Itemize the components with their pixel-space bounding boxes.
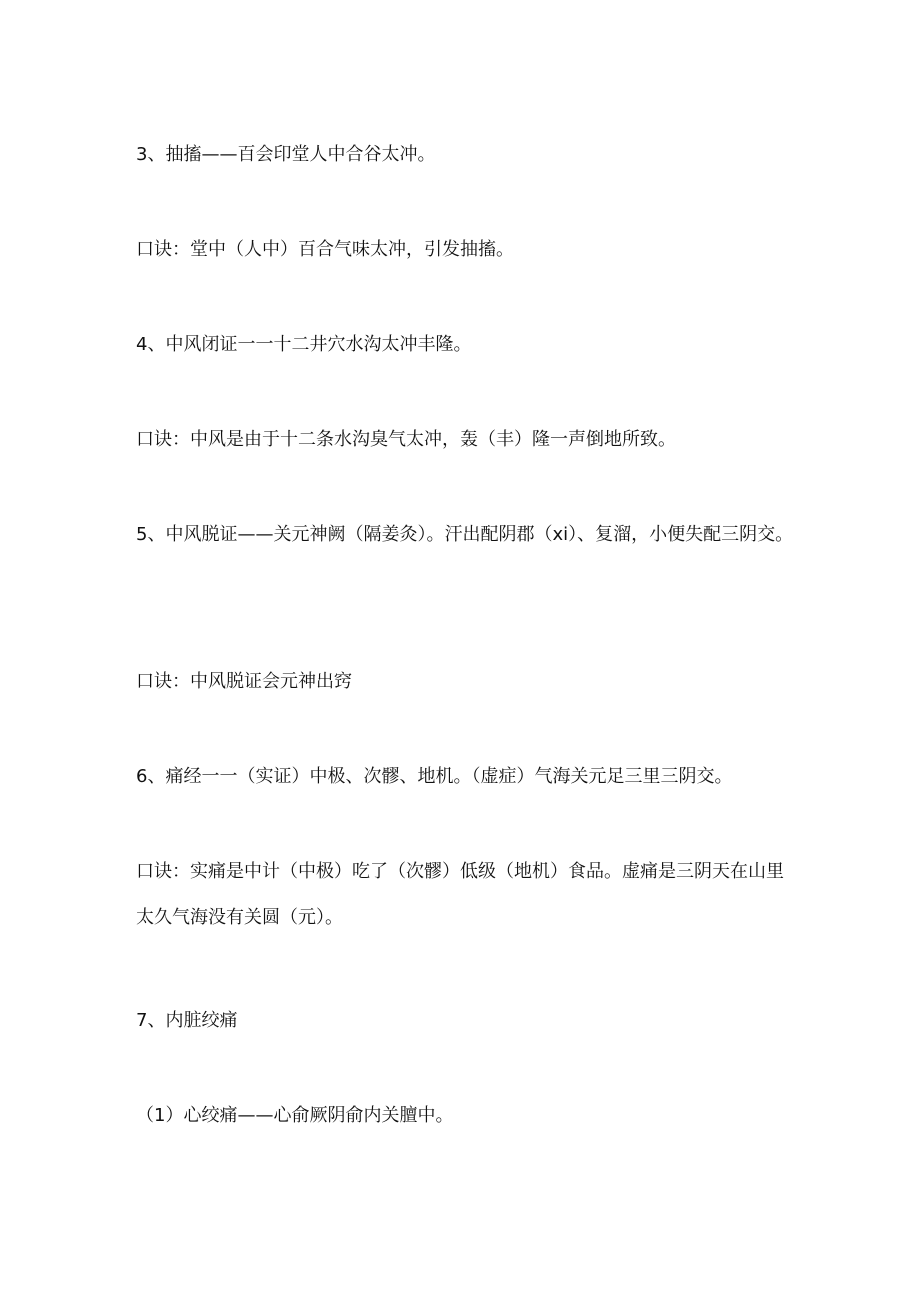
- paragraph-item-5: 5、中风脱证——关元神阙（隔姜灸）。汗出配阴郡（xi）、复溜，小便失配三阴交。: [136, 524, 794, 545]
- paragraph-mnemonic-6: 口诀：实痛是中计（中极）吃了（次髎）低级（地机）食品。虚痛是三阴天在山里太久气海没有关圆（元）。: [136, 861, 784, 928]
- paragraph-item-7-1: （1）心绞痛——心俞厥阴俞内关膻中。: [136, 1105, 454, 1126]
- paragraph-mnemonic-3: 口诀：堂中（人中）百合气味太冲，引发抽搐。: [136, 239, 514, 260]
- paragraph-item-4: 4、中风闭证一一十二井穴水沟太冲丰隆。: [136, 334, 472, 355]
- paragraph-mnemonic-4: 口诀：中风是由于十二条水沟臭气太冲，轰（丰）隆一声倒地所致。: [136, 429, 676, 450]
- paragraph-item-3: 3、抽搐——百会印堂人中合谷太冲。: [136, 144, 436, 165]
- paragraph-mnemonic-5: 口诀：中风脱证会元神出窍: [136, 671, 352, 692]
- paragraph-item-7: 7、内脏绞痛: [136, 1010, 238, 1031]
- paragraph-item-6: 6、痛经一一（实证）中极、次髎、地机。（虚症）气海关元足三里三阴交。: [136, 766, 733, 787]
